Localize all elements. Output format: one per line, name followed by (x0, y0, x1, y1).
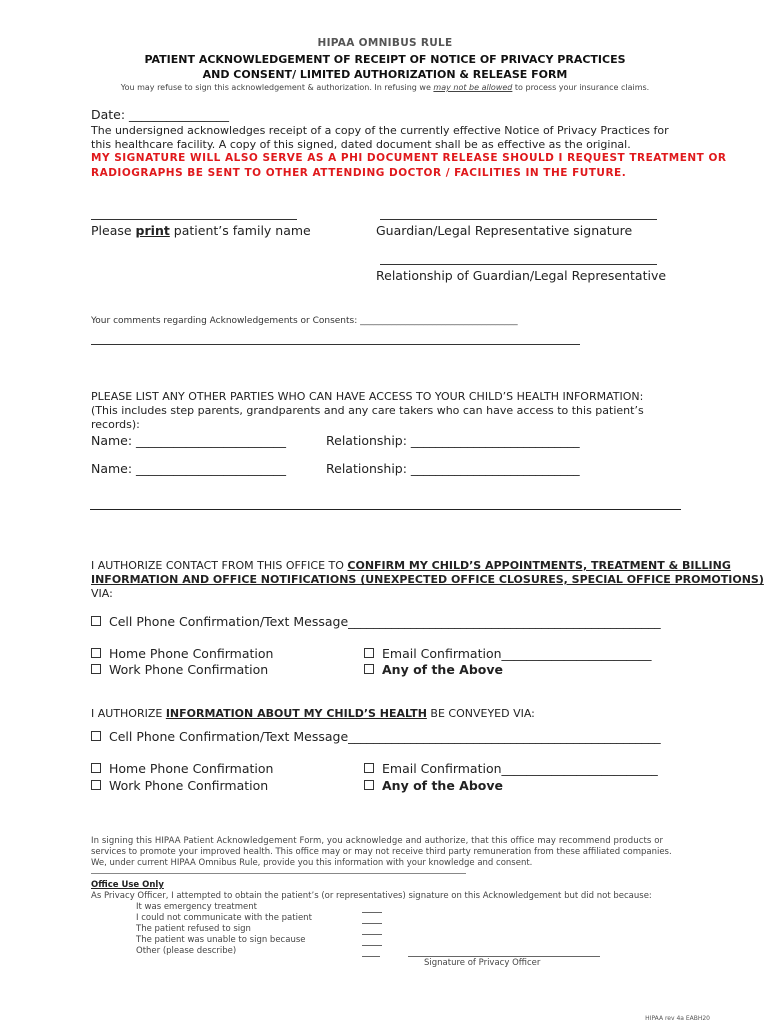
section-divider (90, 509, 681, 510)
contact-home-option[interactable] (91, 646, 273, 661)
checkbox-icon[interactable] (91, 763, 101, 773)
health-authorization-line (91, 707, 535, 720)
privacy-officer-signature-line[interactable] (408, 956, 600, 957)
form-revision-code: HIPAA rev 4a EABH20 (645, 1015, 710, 1022)
checkbox-icon[interactable] (91, 616, 101, 626)
disclaimer-divider (91, 873, 466, 874)
disclaimer-line1: In signing this HIPAA Patient Acknowledgement Form, you acknowledge and authorize, that this office may recommend products or (91, 836, 664, 846)
release-warning-line1: MY SIGNATURE WILL ALSO SERVE AS A PHI DOCUMENT RELEASE SHOULD I REQUEST TREATMENT OR (91, 152, 727, 164)
party-relationship-field-2[interactable]: Relationship: ___________________________ (326, 461, 580, 476)
health-cell-label: Cell Phone Confirmation/Text Message__________________________________________________ (109, 729, 661, 744)
reason-check-line-3[interactable] (362, 934, 382, 935)
party-relationship-field-1[interactable]: Relationship: ___________________________ (326, 433, 580, 448)
contact-work-label: Work Phone Confirmation (109, 662, 269, 677)
ack-text-line1: The undersigned acknowledges receipt of a copy of the currently effective Notice of Privacy Practices for (91, 124, 669, 137)
reason-check-line-4[interactable] (362, 945, 382, 946)
contact-email-option[interactable] (364, 646, 652, 661)
reason-check-line-5[interactable] (362, 956, 380, 957)
checkbox-icon[interactable] (91, 664, 101, 674)
health-home-option[interactable] (91, 761, 273, 776)
checkbox-icon[interactable] (364, 664, 374, 674)
contact-work-option[interactable] (91, 662, 268, 677)
contact-via: VIA: (91, 587, 113, 600)
relationship-line[interactable] (380, 264, 657, 265)
contact-emphasis-1: CONFIRM MY CHILD’S APPOINTMENTS, TREATMENT & BILLING (347, 559, 731, 572)
form-title-line2: AND CONSENT/ LIMITED AUTHORIZATION & RELEASE FORM (202, 68, 568, 81)
patient-name-line[interactable] (91, 219, 297, 220)
patient-name-label (91, 223, 311, 238)
health-lead: I AUTHORIZE (91, 707, 166, 720)
reason-communicate: I could not communicate with the patient (136, 913, 312, 923)
refusal-note-text: You may refuse to sign this acknowledgement & authorization. In refusing we (120, 83, 434, 92)
refusal-note (0, 83, 770, 92)
print-label-emphasis: print (135, 223, 170, 238)
checkbox-icon[interactable] (364, 763, 374, 773)
refusal-note-tail: to process your insurance claims. (512, 83, 650, 92)
health-any-label: Any of the Above (382, 778, 503, 793)
form-rule-heading: HIPAA OMNIBUS RULE (317, 37, 453, 49)
checkbox-icon[interactable] (91, 731, 101, 741)
health-work-option[interactable] (91, 778, 268, 793)
checkbox-icon[interactable] (364, 648, 374, 658)
health-any-option[interactable] (364, 778, 503, 793)
release-warning-line2: RADIOGRAPHS BE SENT TO OTHER ATTENDING DOCTOR / FACILITIES IN THE FUTURE. (91, 167, 627, 179)
parties-note-line1: (This includes step parents, grandparents and any care takers who can have access to this patient’s (91, 404, 644, 417)
reason-other: Other (please describe) (136, 946, 237, 956)
health-email-label: Email Confirmation_________________________ (382, 761, 658, 776)
contact-cell-label: Cell Phone Confirmation/Text Message__________________________________________________ (109, 614, 661, 629)
office-use-intro: As Privacy Officer, I attempted to obtain the patient’s (or representatives) signature on this Acknowledgement but did not because: (91, 891, 652, 901)
checkbox-icon[interactable] (91, 648, 101, 658)
contact-any-label: Any of the Above (382, 662, 503, 677)
comments-field[interactable]: Your comments regarding Acknowledgements or Consents: ___________________________________ (91, 316, 518, 326)
health-home-label: Home Phone Confirmation (109, 761, 274, 776)
party-name-field-1[interactable]: Name: ________________________ (91, 433, 287, 448)
disclaimer-line3: We, under current HIPAA Omnibus Rule, provide you this information with your knowledge and consent. (91, 858, 533, 868)
date-field[interactable]: Date: ________________ (91, 107, 230, 122)
parties-note-line2: records): (91, 418, 140, 431)
form-title-line1: PATIENT ACKNOWLEDGEMENT OF RECEIPT OF NOTICE OF PRIVACY PRACTICES (144, 53, 626, 66)
contact-email-label: Email Confirmation________________________ (382, 646, 652, 661)
privacy-officer-signature-label: Signature of Privacy Officer (424, 958, 541, 968)
parties-heading: PLEASE LIST ANY OTHER PARTIES WHO CAN HAVE ACCESS TO YOUR CHILD’S HEALTH INFORMATION: (91, 390, 644, 403)
health-emphasis: INFORMATION ABOUT MY CHILD’S HEALTH (165, 707, 427, 720)
guardian-signature-line[interactable] (380, 219, 657, 220)
ack-text-line2: this healthcare facility. A copy of this signed, dated document shall be as effective as the original. (91, 138, 631, 151)
health-after: BE CONVEYED VIA: (426, 707, 535, 720)
office-use-heading: Office Use Only (91, 880, 164, 890)
contact-authorization-line1 (91, 559, 731, 572)
relationship-label: Relationship of Guardian/Legal Representative (376, 268, 667, 283)
reason-check-line-2[interactable] (362, 923, 382, 924)
print-label-before: Please (91, 223, 136, 238)
checkbox-icon[interactable] (91, 780, 101, 790)
party-name-field-2[interactable]: Name: ________________________ (91, 461, 287, 476)
reason-check-line-1[interactable] (362, 912, 382, 913)
contact-any-option[interactable] (364, 662, 503, 677)
health-work-label: Work Phone Confirmation (109, 778, 269, 793)
checkbox-icon[interactable] (364, 780, 374, 790)
health-email-option[interactable] (364, 761, 658, 776)
contact-lead: I AUTHORIZE CONTACT FROM THIS OFFICE TO (91, 559, 348, 572)
contact-cell-option[interactable] (91, 614, 661, 629)
disclaimer-line2: services to promote your improved health. This office may or may not receive third party remuneration from these affiliated companies. (91, 847, 672, 857)
health-cell-option[interactable] (91, 729, 661, 744)
reason-unable: The patient was unable to sign because (136, 935, 306, 945)
guardian-signature-label: Guardian/Legal Representative signature (376, 223, 633, 238)
comments-line[interactable] (91, 344, 580, 345)
contact-home-label: Home Phone Confirmation (109, 646, 274, 661)
reason-refused: The patient refused to sign (136, 924, 251, 934)
print-label-after: patient’s family name (169, 223, 311, 238)
contact-emphasis-2: INFORMATION AND OFFICE NOTIFICATIONS (UNEXPECTED OFFICE CLOSURES, SPECIAL OFFICE PROMOTIONS) (91, 573, 764, 586)
refusal-note-emphasis: may not be allowed (433, 83, 513, 92)
reason-emergency: It was emergency treatment (136, 902, 257, 912)
